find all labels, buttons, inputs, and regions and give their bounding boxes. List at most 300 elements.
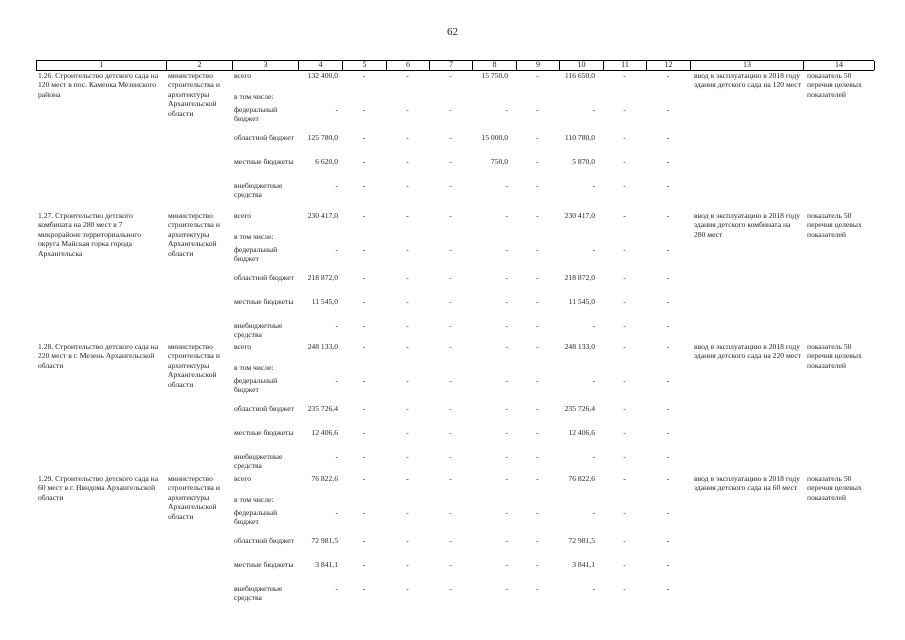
amount-c9 bbox=[516, 92, 559, 105]
column-number: 5 bbox=[343, 61, 387, 70]
amount-c9: - bbox=[536, 157, 539, 166]
measure-name: 1.29. Строительство детского сада на 60 мест в г. Няндома Архангельской области bbox=[38, 474, 159, 502]
amount-c10: 116 650,0 bbox=[564, 71, 595, 80]
amount-c10: - bbox=[592, 584, 595, 593]
amount-c11 bbox=[603, 232, 646, 245]
finance-row bbox=[232, 404, 690, 428]
column-number: 6 bbox=[387, 61, 430, 70]
amount-c4 bbox=[298, 232, 342, 245]
amount-c9: - bbox=[536, 181, 539, 190]
amount-c6: - bbox=[406, 71, 409, 80]
amount-c11: - bbox=[623, 560, 626, 569]
amount-c6: - bbox=[406, 376, 409, 385]
amount-c8: - bbox=[505, 536, 508, 545]
amount-c6: - bbox=[406, 536, 409, 545]
funding-source-label: внебюджетные средства bbox=[234, 452, 283, 471]
amount-c7: - bbox=[449, 584, 452, 593]
amount-c8: 15 000,0 bbox=[481, 133, 508, 142]
amount-c5: - bbox=[362, 560, 366, 569]
finance-row bbox=[232, 536, 690, 560]
amount-c9: - bbox=[536, 508, 539, 517]
amount-c12: - bbox=[666, 273, 670, 282]
amount-c10: - bbox=[592, 321, 595, 330]
funding-source-label: всего bbox=[234, 71, 252, 80]
funding-source-label: в том числе: bbox=[234, 232, 274, 241]
responsible-agency: министерство строительства и архитектуры Архангельской области bbox=[168, 211, 220, 258]
amount-c7: - bbox=[449, 342, 452, 351]
funding-source-label: внебюджетные средства bbox=[234, 584, 283, 603]
amount-c12 bbox=[646, 363, 690, 376]
finance-row bbox=[232, 273, 690, 297]
amount-c4: - bbox=[335, 321, 338, 330]
funding-source-label: внебюджетные средства bbox=[234, 321, 283, 340]
table-row bbox=[36, 474, 874, 608]
target-indicator: показатель 50 перечня целевых показателей bbox=[807, 474, 862, 502]
amount-c9: - bbox=[536, 560, 539, 569]
amount-c8: - bbox=[505, 584, 508, 593]
amount-c9: - bbox=[536, 71, 539, 80]
amount-c12 bbox=[646, 92, 690, 105]
amount-c7: - bbox=[449, 297, 452, 306]
amount-c12: - bbox=[666, 71, 670, 80]
amount-c6 bbox=[386, 363, 429, 376]
amount-c10: 72 981,5 bbox=[568, 536, 595, 545]
amount-c6: - bbox=[406, 342, 409, 351]
amount-c6: - bbox=[406, 452, 409, 461]
amount-c4: 6 620,0 bbox=[315, 157, 338, 166]
column-number: 11 bbox=[604, 61, 647, 70]
finance-row bbox=[232, 92, 690, 105]
amount-c8: - bbox=[505, 211, 508, 220]
amount-c9: - bbox=[536, 474, 539, 483]
amount-c11: - bbox=[623, 404, 626, 413]
column-number: 8 bbox=[473, 61, 517, 70]
amount-c4: 248 133,0 bbox=[307, 342, 338, 351]
funding-source-label: областной бюджет bbox=[234, 536, 294, 545]
amount-c11: - bbox=[623, 536, 626, 545]
amount-c12: - bbox=[666, 508, 670, 517]
amount-c11 bbox=[603, 363, 646, 376]
amount-c10: - bbox=[592, 181, 595, 190]
amount-c7: - bbox=[449, 536, 452, 545]
expected-result: ввод в эксплуатацию в 2018 году здания детского сада на 220 мест bbox=[694, 342, 801, 361]
amount-c11 bbox=[603, 495, 646, 508]
amount-c10 bbox=[559, 495, 603, 508]
amount-c8 bbox=[472, 495, 516, 508]
amount-c9: - bbox=[536, 133, 539, 142]
funding-source-label: местные бюджеты bbox=[234, 560, 294, 569]
amount-c10 bbox=[559, 363, 603, 376]
column-number: 10 bbox=[560, 61, 604, 70]
amount-c7: - bbox=[449, 157, 452, 166]
amount-c10: - bbox=[592, 105, 595, 114]
amount-c12: - bbox=[666, 342, 670, 351]
measure-name: 1.27. Строительство детского комбината на 280 мест в 7 микрорайоне территориального округа Майская горка города Архангельска bbox=[38, 211, 142, 258]
amount-c7: - bbox=[449, 273, 452, 282]
finance-sources bbox=[232, 474, 690, 608]
amount-c7: - bbox=[449, 428, 452, 437]
finance-row bbox=[232, 181, 690, 205]
funding-source-label: в том числе: bbox=[234, 363, 274, 372]
amount-c10: 230 417,0 bbox=[564, 211, 595, 220]
amount-c4 bbox=[298, 92, 342, 105]
amount-c11: - bbox=[623, 321, 626, 330]
amount-c11: - bbox=[623, 342, 626, 351]
funding-source-label: всего bbox=[234, 474, 252, 483]
amount-c5: - bbox=[362, 474, 366, 483]
amount-c4 bbox=[298, 363, 342, 376]
amount-c5: - bbox=[362, 181, 366, 190]
amount-c11: - bbox=[623, 245, 626, 254]
column-number-header bbox=[36, 60, 874, 71]
page-number: 62 bbox=[447, 26, 458, 38]
amount-c6 bbox=[386, 232, 429, 245]
amount-c12: - bbox=[666, 376, 670, 385]
amount-c4: - bbox=[335, 508, 338, 517]
amount-c5: - bbox=[362, 452, 366, 461]
target-indicator: показатель 50 перечня целевых показателей bbox=[807, 342, 862, 370]
amount-c8: - bbox=[505, 273, 508, 282]
amount-c7: - bbox=[449, 181, 452, 190]
funding-source-label: федеральный бюджет bbox=[234, 245, 278, 264]
amount-c8: 15 750,0 bbox=[481, 71, 508, 80]
amount-c7: - bbox=[449, 245, 452, 254]
amount-c7: - bbox=[449, 105, 452, 114]
amount-c10: 76 822,6 bbox=[568, 474, 595, 483]
finance-row bbox=[232, 105, 690, 133]
amount-c12: - bbox=[666, 245, 670, 254]
target-indicator: показатель 50 перечня целевых показателей bbox=[807, 211, 862, 239]
amount-c12: - bbox=[666, 105, 670, 114]
amount-c12: - bbox=[666, 560, 670, 569]
amount-c6: - bbox=[406, 508, 409, 517]
amount-c9: - bbox=[536, 211, 539, 220]
amount-c11: - bbox=[623, 297, 626, 306]
finance-row bbox=[232, 245, 690, 273]
amount-c10: 235 726,4 bbox=[564, 404, 595, 413]
amount-c11: - bbox=[623, 105, 626, 114]
amount-c10: - bbox=[592, 452, 595, 461]
amount-c7: - bbox=[449, 133, 452, 142]
amount-c8 bbox=[472, 92, 516, 105]
amount-c9: - bbox=[536, 245, 539, 254]
amount-c8: - bbox=[505, 181, 508, 190]
amount-c9: - bbox=[536, 536, 539, 545]
amount-c12: - bbox=[666, 321, 670, 330]
amount-c10: 110 780,0 bbox=[564, 133, 595, 142]
amount-c12: - bbox=[666, 536, 670, 545]
amount-c5: - bbox=[362, 536, 366, 545]
amount-c7: - bbox=[449, 474, 452, 483]
amount-c8: - bbox=[505, 245, 508, 254]
amount-c9: - bbox=[536, 273, 539, 282]
amount-c8: - bbox=[505, 508, 508, 517]
amount-c9 bbox=[516, 495, 559, 508]
amount-c5: - bbox=[362, 133, 366, 142]
amount-c6: - bbox=[406, 157, 409, 166]
amount-c4: 72 981,5 bbox=[311, 536, 338, 545]
amount-c4: - bbox=[335, 376, 338, 385]
amount-c11: - bbox=[623, 584, 626, 593]
finance-row bbox=[232, 157, 690, 181]
amount-c5: - bbox=[362, 71, 366, 80]
funding-source-label: всего bbox=[234, 211, 252, 220]
amount-c4: - bbox=[335, 584, 338, 593]
amount-c5: - bbox=[362, 297, 366, 306]
amount-c8 bbox=[472, 363, 516, 376]
amount-c7 bbox=[429, 495, 472, 508]
amount-c7: - bbox=[449, 71, 452, 80]
finance-row bbox=[232, 342, 690, 363]
finance-row bbox=[232, 232, 690, 245]
amount-c8: - bbox=[505, 428, 508, 437]
amount-c4: - bbox=[335, 181, 338, 190]
amount-c11: - bbox=[623, 508, 626, 517]
amount-c9: - bbox=[536, 105, 539, 114]
funding-source-label: местные бюджеты bbox=[234, 157, 294, 166]
amount-c10: 218 872,0 bbox=[564, 273, 595, 282]
amount-c9: - bbox=[536, 297, 539, 306]
amount-c11: - bbox=[623, 428, 626, 437]
amount-c9: - bbox=[536, 404, 539, 413]
budget-table bbox=[36, 60, 874, 603]
amount-c6: - bbox=[406, 560, 409, 569]
amount-c7: - bbox=[449, 560, 452, 569]
amount-c6: - bbox=[406, 211, 409, 220]
measure-name: 1.26. Строительство детского сада на 120 мест в пос. Каменка Мезенского района bbox=[38, 71, 159, 99]
finance-sources bbox=[232, 211, 690, 345]
amount-c11: - bbox=[623, 181, 626, 190]
amount-c4: 230 417,0 bbox=[307, 211, 338, 220]
amount-c4: 235 726,4 bbox=[307, 404, 338, 413]
amount-c6: - bbox=[406, 181, 409, 190]
amount-c7: - bbox=[449, 452, 452, 461]
amount-c12: - bbox=[666, 452, 670, 461]
amount-c12: - bbox=[666, 297, 670, 306]
amount-c4: 3 841,1 bbox=[315, 560, 338, 569]
amount-c5: - bbox=[362, 245, 366, 254]
column-number: 12 bbox=[647, 61, 691, 70]
amount-c9 bbox=[516, 363, 559, 376]
amount-c10: - bbox=[592, 508, 595, 517]
amount-c5: - bbox=[362, 376, 366, 385]
amount-c9: - bbox=[536, 452, 539, 461]
amount-c7 bbox=[429, 232, 472, 245]
amount-c4: - bbox=[335, 105, 338, 114]
amount-c8: - bbox=[505, 342, 508, 351]
amount-c5 bbox=[342, 92, 386, 105]
amount-c6: - bbox=[406, 105, 409, 114]
column-number: 14 bbox=[804, 61, 875, 70]
amount-c8: - bbox=[505, 452, 508, 461]
amount-c4 bbox=[298, 495, 342, 508]
amount-c11 bbox=[603, 92, 646, 105]
amount-c5: - bbox=[362, 404, 366, 413]
amount-c10: 248 133,0 bbox=[564, 342, 595, 351]
finance-row bbox=[232, 211, 690, 232]
amount-c4: - bbox=[335, 452, 338, 461]
finance-sources bbox=[232, 71, 690, 205]
amount-c9: - bbox=[536, 342, 539, 351]
column-number: 3 bbox=[233, 61, 299, 70]
amount-c7: - bbox=[449, 404, 452, 413]
amount-c5: - bbox=[362, 321, 366, 330]
column-number: 4 bbox=[299, 61, 343, 70]
table-row bbox=[36, 342, 874, 476]
amount-c4: - bbox=[335, 245, 338, 254]
responsible-agency: министерство строительства и архитектуры Архангельской области bbox=[168, 342, 220, 389]
amount-c6: - bbox=[406, 474, 409, 483]
amount-c10: 3 841,1 bbox=[572, 560, 595, 569]
amount-c4: 125 780,0 bbox=[307, 133, 338, 142]
amount-c6: - bbox=[406, 273, 409, 282]
amount-c10 bbox=[559, 232, 603, 245]
amount-c8: - bbox=[505, 321, 508, 330]
amount-c6: - bbox=[406, 245, 409, 254]
responsible-agency: министерство строительства и архитектуры Архангельской области bbox=[168, 474, 220, 521]
amount-c5 bbox=[342, 232, 386, 245]
amount-c9: - bbox=[536, 584, 539, 593]
finance-row bbox=[232, 474, 690, 495]
amount-c7 bbox=[429, 363, 472, 376]
amount-c12: - bbox=[666, 404, 670, 413]
amount-c12: - bbox=[666, 474, 670, 483]
amount-c7: - bbox=[449, 508, 452, 517]
finance-row bbox=[232, 560, 690, 584]
amount-c10: 5 870,0 bbox=[572, 157, 595, 166]
finance-row bbox=[232, 297, 690, 321]
expected-result: ввод в эксплуатацию в 2018 году здания детского комбината на 280 мест bbox=[694, 211, 801, 239]
amount-c8: - bbox=[505, 404, 508, 413]
amount-c10 bbox=[559, 92, 603, 105]
funding-source-label: областной бюджет bbox=[234, 273, 294, 282]
amount-c5: - bbox=[362, 428, 366, 437]
amount-c11: - bbox=[623, 211, 626, 220]
target-indicator: показатель 50 перечня целевых показателей bbox=[807, 71, 862, 99]
amount-c12: - bbox=[666, 133, 670, 142]
finance-row bbox=[232, 133, 690, 157]
finance-row bbox=[232, 428, 690, 452]
amount-c8: - bbox=[505, 105, 508, 114]
amount-c8: 750,0 bbox=[490, 157, 508, 166]
amount-c5: - bbox=[362, 157, 366, 166]
amount-c9: - bbox=[536, 428, 539, 437]
amount-c12: - bbox=[666, 428, 670, 437]
amount-c5: - bbox=[362, 342, 366, 351]
amount-c6: - bbox=[406, 428, 409, 437]
amount-c11: - bbox=[623, 376, 626, 385]
amount-c6: - bbox=[406, 297, 409, 306]
amount-c6: - bbox=[406, 321, 409, 330]
amount-c12: - bbox=[666, 211, 670, 220]
amount-c5 bbox=[342, 363, 386, 376]
table-row bbox=[36, 71, 874, 205]
table-row bbox=[36, 211, 874, 345]
amount-c5 bbox=[342, 495, 386, 508]
funding-source-label: федеральный бюджет bbox=[234, 376, 278, 395]
finance-row bbox=[232, 376, 690, 404]
expected-result: ввод в эксплуатацию в 2018 году здания детского сада на 60 мест bbox=[694, 474, 801, 493]
amount-c5: - bbox=[362, 273, 366, 282]
amount-c12: - bbox=[666, 584, 670, 593]
amount-c11: - bbox=[623, 133, 626, 142]
amount-c8 bbox=[472, 232, 516, 245]
funding-source-label: областной бюджет bbox=[234, 404, 294, 413]
amount-c7: - bbox=[449, 321, 452, 330]
amount-c5: - bbox=[362, 105, 366, 114]
amount-c7: - bbox=[449, 376, 452, 385]
measure-name: 1.28. Строительство детского сада на 220 мест в г. Мезень Архангельской области bbox=[38, 342, 159, 370]
funding-source-label: федеральный бюджет bbox=[234, 508, 278, 527]
funding-source-label: местные бюджеты bbox=[234, 297, 294, 306]
amount-c7 bbox=[429, 92, 472, 105]
amount-c8: - bbox=[505, 376, 508, 385]
amount-c6 bbox=[386, 92, 429, 105]
amount-c4: 11 545,0 bbox=[311, 297, 338, 306]
amount-c12: - bbox=[666, 157, 670, 166]
funding-source-label: внебюджетные средства bbox=[234, 181, 283, 200]
amount-c11: - bbox=[623, 273, 626, 282]
finance-row bbox=[232, 71, 690, 92]
amount-c9: - bbox=[536, 376, 539, 385]
finance-row bbox=[232, 363, 690, 376]
amount-c6: - bbox=[406, 133, 409, 142]
column-number: 1 bbox=[37, 61, 167, 70]
amount-c6 bbox=[386, 495, 429, 508]
column-number: 7 bbox=[430, 61, 473, 70]
expected-result: ввод в эксплуатацию в 2018 году здания детского сада на 120 мест bbox=[694, 71, 801, 90]
amount-c5: - bbox=[362, 211, 366, 220]
amount-c11: - bbox=[623, 71, 626, 80]
responsible-agency: министерство строительства и архитектуры Архангельской области bbox=[168, 71, 220, 118]
finance-row bbox=[232, 495, 690, 508]
amount-c12 bbox=[646, 495, 690, 508]
amount-c9: - bbox=[536, 321, 539, 330]
amount-c8: - bbox=[505, 297, 508, 306]
funding-source-label: областной бюджет bbox=[234, 133, 294, 142]
amount-c7: - bbox=[449, 211, 452, 220]
funding-source-label: местные бюджеты bbox=[234, 428, 294, 437]
finance-row bbox=[232, 508, 690, 536]
funding-source-label: в том числе: bbox=[234, 495, 274, 504]
amount-c12 bbox=[646, 232, 690, 245]
amount-c8: - bbox=[505, 560, 508, 569]
amount-c12: - bbox=[666, 181, 670, 190]
amount-c4: 132 400,0 bbox=[307, 71, 338, 80]
amount-c6: - bbox=[406, 404, 409, 413]
column-number: 2 bbox=[167, 61, 233, 70]
funding-source-label: федеральный бюджет bbox=[234, 105, 278, 124]
column-number: 13 bbox=[691, 61, 804, 70]
finance-row bbox=[232, 584, 690, 608]
amount-c10: - bbox=[592, 376, 595, 385]
amount-c10: 12 406,6 bbox=[568, 428, 595, 437]
amount-c11: - bbox=[623, 452, 626, 461]
funding-source-label: всего bbox=[234, 342, 252, 351]
amount-c4: 76 822,6 bbox=[311, 474, 338, 483]
amount-c4: 218 872,0 bbox=[307, 273, 338, 282]
amount-c11: - bbox=[623, 474, 626, 483]
amount-c5: - bbox=[362, 584, 366, 593]
amount-c11: - bbox=[623, 157, 626, 166]
amount-c5: - bbox=[362, 508, 366, 517]
amount-c6: - bbox=[406, 584, 409, 593]
amount-c8: - bbox=[505, 474, 508, 483]
amount-c10: - bbox=[592, 245, 595, 254]
finance-row bbox=[232, 452, 690, 476]
funding-source-label: в том числе: bbox=[234, 92, 274, 101]
amount-c10: 11 545,0 bbox=[568, 297, 595, 306]
